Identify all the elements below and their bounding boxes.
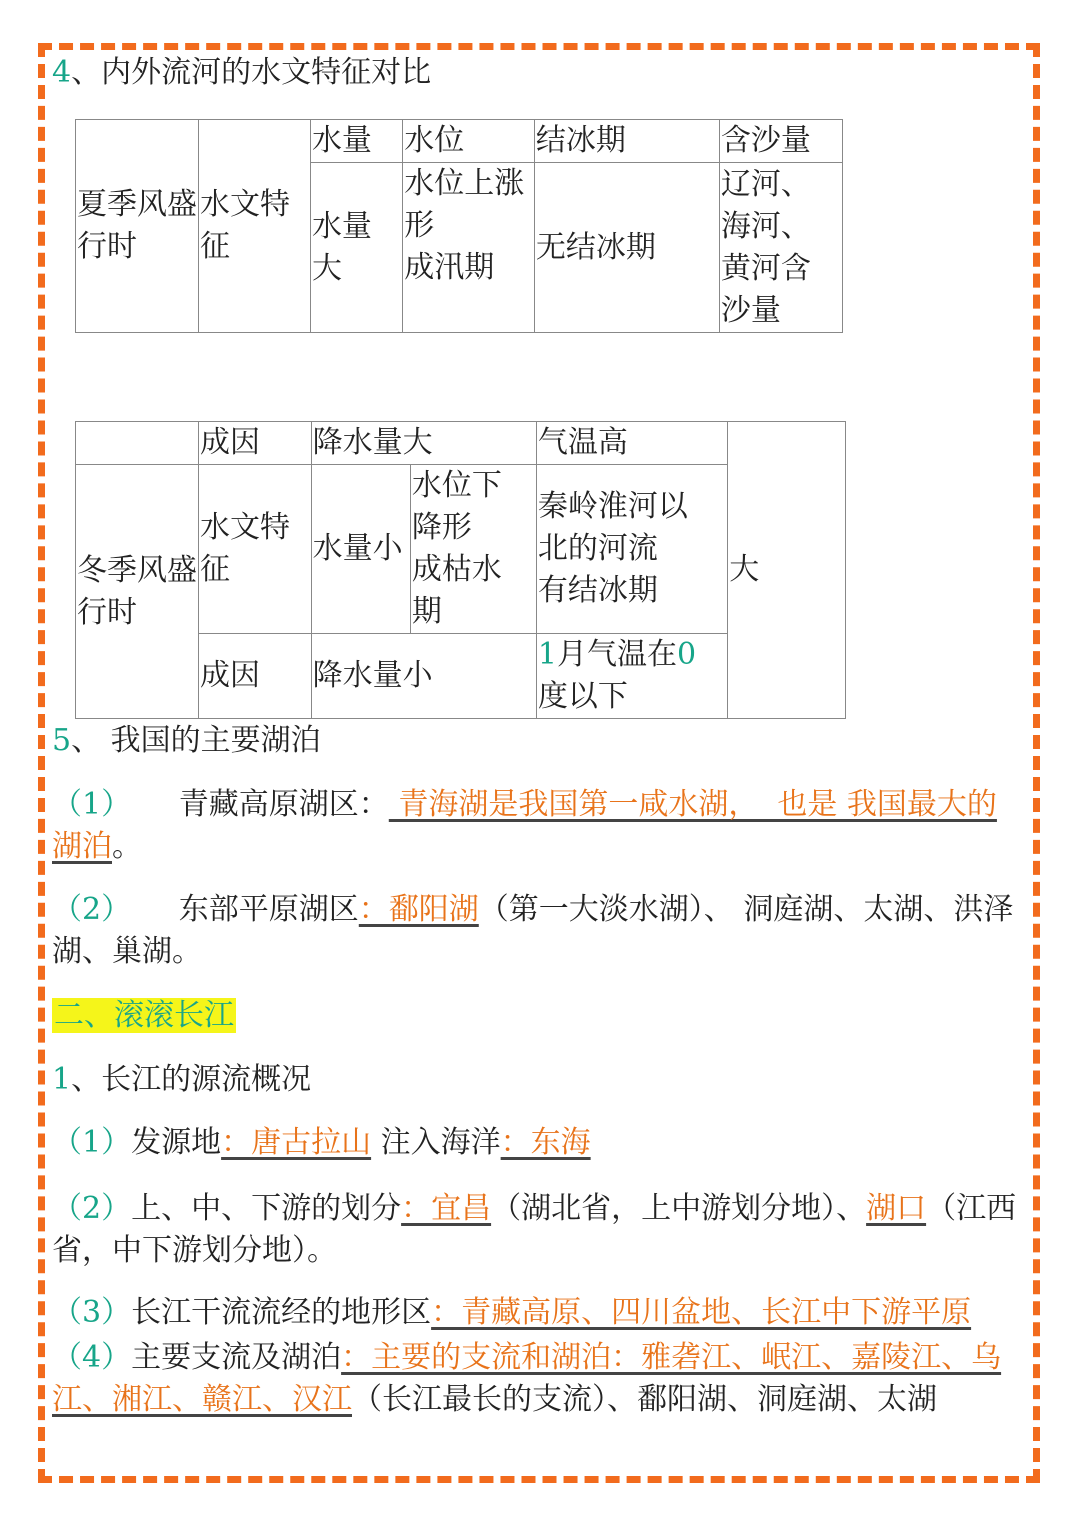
lake-item-2: （2） 东部平原湖区：鄱阳湖（第一大淡水湖）、 洞庭湖、太湖、洪泽湖、巢湖。 [52, 892, 1014, 969]
summer-qty: 水量 大 [310, 163, 402, 333]
summer-level: 水位上涨 形 成汛期 [403, 163, 535, 333]
header-freeze: 结冰期 [534, 120, 719, 163]
summer-freeze: 无结冰期 [534, 163, 719, 333]
cause-rain-high: 降水量大 [311, 422, 536, 465]
section-4-heading: 4、内外流河的水文特征对比 [52, 55, 432, 90]
blank-cell [76, 422, 199, 465]
winter-sand: 大 [728, 422, 846, 719]
part-2-heading: 二、滚滚长江 [54, 998, 234, 1033]
yangtze-item-3: （3）长江干流流经的地形区：青藏高原、四川盆地、长江中下游平原 [52, 1295, 972, 1330]
summer-feature-cell: 水文特 征 [199, 120, 311, 333]
winter-table [75, 421, 846, 719]
summer-season-cell: 夏季风盛 行时 [76, 120, 199, 333]
cause-label-2: 成因 [199, 634, 312, 719]
yangtze-item-4: （4）主要支流及湖泊：主要的支流和湖泊：雅砻江、岷江、嘉陵江、乌江、湘江、赣江、汉江（长江最长的支流）、鄱阳湖、洞庭湖、太湖 [52, 1340, 1002, 1417]
section-5-heading: 5、 我国的主要湖泊 [52, 723, 321, 758]
winter-freeze: 秦岭淮河以 北的河流 有结冰期 [536, 465, 727, 634]
winter-qty: 水量小 [311, 465, 410, 634]
cause-temp-low: 1月气温在0 度以下 [536, 634, 727, 719]
lake-item-1: （1） 青藏高原湖区： 青海湖是我国第一咸水湖， 也是 我国最大的湖泊。 [52, 787, 997, 864]
yangtze-item-2: （2）上、中、下游的划分：宜昌（湖北省，上中游划分地）、湖口（江西省，中下游划分地）。 [52, 1191, 1017, 1268]
winter-feature-cell: 水文特 征 [199, 465, 312, 634]
summer-sand: 辽河、 海河、 黄河含 沙量 [719, 163, 842, 333]
header-sand: 含沙量 [719, 120, 842, 163]
winter-level: 水位下 降形 成枯水 期 [410, 465, 536, 634]
yangtze-item-1: （1）发源地：唐古拉山 注入海洋：东海 [52, 1125, 591, 1160]
winter-season-cell: 冬季风盛 行时 [76, 465, 199, 719]
header-level: 水位 [403, 120, 535, 163]
cause-temp-high: 气温高 [536, 422, 727, 465]
header-qty: 水量 [310, 120, 402, 163]
summer-table [75, 119, 843, 333]
cause-rain-low: 降水量小 [311, 634, 536, 719]
yangtze-heading: 1、长江的源流概况 [52, 1062, 312, 1097]
cause-label-1: 成因 [199, 422, 312, 465]
